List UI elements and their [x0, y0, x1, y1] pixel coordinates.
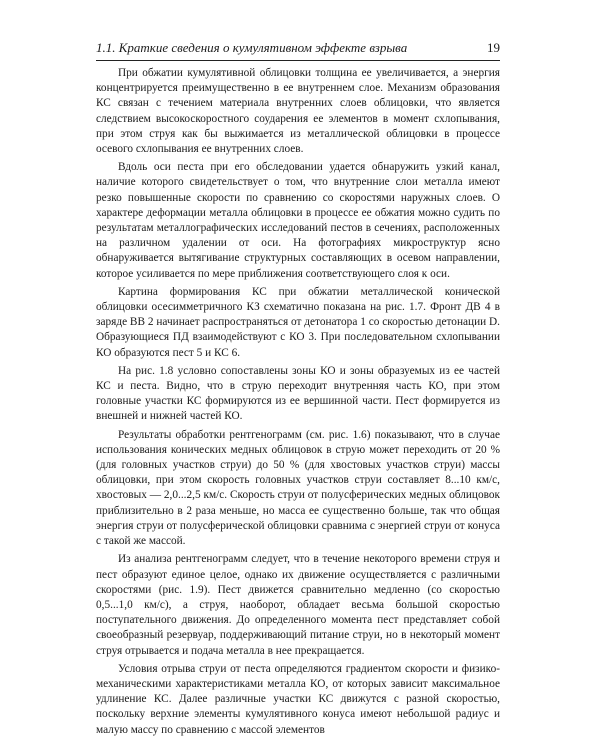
- header-title: 1.1. Краткие сведения о кумулятивном эффекте взрыва: [96, 40, 408, 55]
- paragraph: Условия отрыва струи от песта определяются градиентом скорости и физико-механическими характеристиками металла КО, от которых зависит максимальное удлинение КС. Далее различные участки КС движутся с разной скоростью, поскольку верхние элементы кумулятивного конуса имеют небольшой радиус и малую массу по сравнению с массой элементов: [96, 662, 500, 736]
- paragraph: Результаты обработки рентгенограмм (см. рис. 1.6) показывают, что в случае использования конических медных облицовок в струю может переходить от 20 % (для головных участков струи) до 50 % (для хвостовых участков струи) массы облицовки, при этом скорость головных участков струи составляет 8...10 км/с, хвостовых — 2,0...2,5 км/с. Скорость струи от полусферических медных облицовок приблизительно в 2 раза меньше, но масса ее существенно больше, так что общая энергия струи от полусферической облицовки сравнима с энергией струи от конуса с такой же массой.: [96, 428, 500, 548]
- running-header: [96, 40, 500, 56]
- header-rule: [96, 60, 500, 61]
- paragraph: На рис. 1.8 условно сопоставлены зоны КО и зоны образуемых из ее частей КС и песта. Видно, что в струю переходит внутренняя часть КО, при этом головные участки КС формируются из ее вершинной части. Пест формируется из внешней и нижней частей КО.: [96, 364, 500, 423]
- body-text: [96, 66, 500, 741]
- paragraph: При обжатии кумулятивной облицовки толщина ее увеличивается, а энергия концентрируется преимущественно в ее внутреннем слое. Механизм образования КС связан с течением материала внутренних слоев облицовки, что является следствием высокоскоростного соударения ее элементов в момент схлопывания, при этом струя как бы выжимается из металлической облицовки в процессе осевого схлопывания ее внутренних слоев.: [96, 67, 500, 156]
- paragraph: Картина формирования КС при обжатии металлической конической облицовки осесимметричного КЗ схематично показана на рис. 1.7. Фронт ДВ 4 в заряде ВВ 2 начинает распространяться от детонатора 1 со скоростью детонации D. Образующиеся ПД взаимодействуют с КО 3. При последовательном схлопывании КО образуются пест 5 и КС 6.: [96, 285, 500, 359]
- paragraph: Вдоль оси песта при его обследовании удается обнаружить узкий канал, наличие которого свидетельствует о том, что внутренние слои металла имеют резко повышенные скорости по сравнению со скоростями наружных слоев. О характере деформации металла облицовки в процессе ее обжатия можно судить по результатам металлографических исследований пестов в сечениях, расположенных на различном удалении от оси. На фотографиях микроструктур ясно обнаруживается вытягивание структурных составляющих в осевом направлении, которое усиливается по мере приближения соответствующего слоя к оси.: [96, 161, 500, 280]
- paragraph: Из анализа рентгенограмм следует, что в течение некоторого времени струя и пест образуют единое целое, однако их движение осуществляется с различными скоростями (рис. 1.9). Пест движется сравнительно медленно (со скоростью 0,5...1,0 км/с), а струя, наоборот, обладает весьма большой скоростью поступательного движения. До определенного момента пест представляет собой своеобразный резервуар, поддерживающий питание струи, но в некоторый момент струя отрывается и подача металла в нее прекращается.: [96, 553, 500, 657]
- page-number: 19: [487, 40, 500, 55]
